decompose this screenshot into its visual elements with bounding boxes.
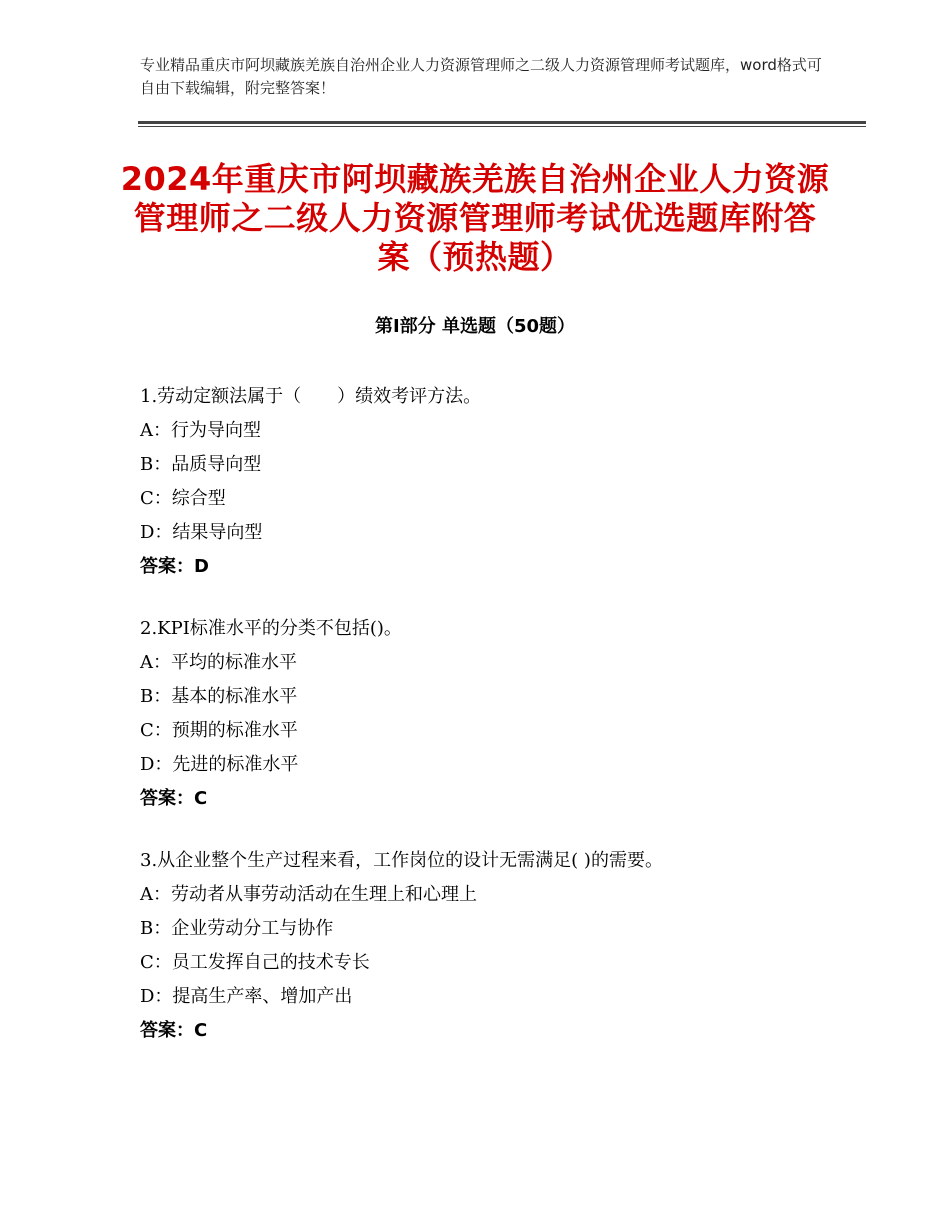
question-stem: 3.从企业整个生产过程来看，工作岗位的设计无需满足( )的需要。 <box>140 850 663 871</box>
section-title: 第Ⅰ部分 单选题（50题） <box>374 316 575 337</box>
answer-line: 答案：C <box>140 1020 208 1041</box>
option-d: D：结果导向型 <box>140 522 263 543</box>
option-a: A：平均的标准水平 <box>140 652 297 673</box>
question-3 <box>140 844 860 1048</box>
document-title: 2024年重庆市阿坝藏族羌族自治州企业人力资源管理师之二级人力资源管理师考试优选题库附答案（预热题） <box>120 160 830 276</box>
option-d: D：提高生产率、增加产出 <box>140 986 353 1007</box>
option-b: B：品质导向型 <box>140 454 262 475</box>
option-a: A：劳动者从事劳动活动在生理上和心理上 <box>140 884 477 905</box>
question-list <box>140 380 860 1076</box>
option-c: C：员工发挥自己的技术专长 <box>140 952 370 973</box>
option-c: C：综合型 <box>140 488 226 509</box>
header-divider-thin <box>138 126 866 127</box>
question-1 <box>140 380 860 584</box>
question-2 <box>140 612 860 816</box>
option-c: C：预期的标准水平 <box>140 720 298 741</box>
option-b: B：基本的标准水平 <box>140 686 298 707</box>
option-a: A：行为导向型 <box>140 420 261 441</box>
question-stem: 1.劳动定额法属于（ ）绩效考评方法。 <box>140 386 482 407</box>
question-stem: 2.KPI标准水平的分类不包括()。 <box>140 618 402 639</box>
answer-line: 答案：C <box>140 788 208 809</box>
header-divider-thick <box>138 121 866 124</box>
option-b: B：企业劳动分工与协作 <box>140 918 334 939</box>
header-note: 专业精品重庆市阿坝藏族羌族自治州企业人力资源管理师之二级人力资源管理师考试题库，word格式可自由下载编辑，附完整答案！ <box>140 56 822 97</box>
option-d: D：先进的标准水平 <box>140 754 299 775</box>
answer-line: 答案：D <box>140 556 209 577</box>
